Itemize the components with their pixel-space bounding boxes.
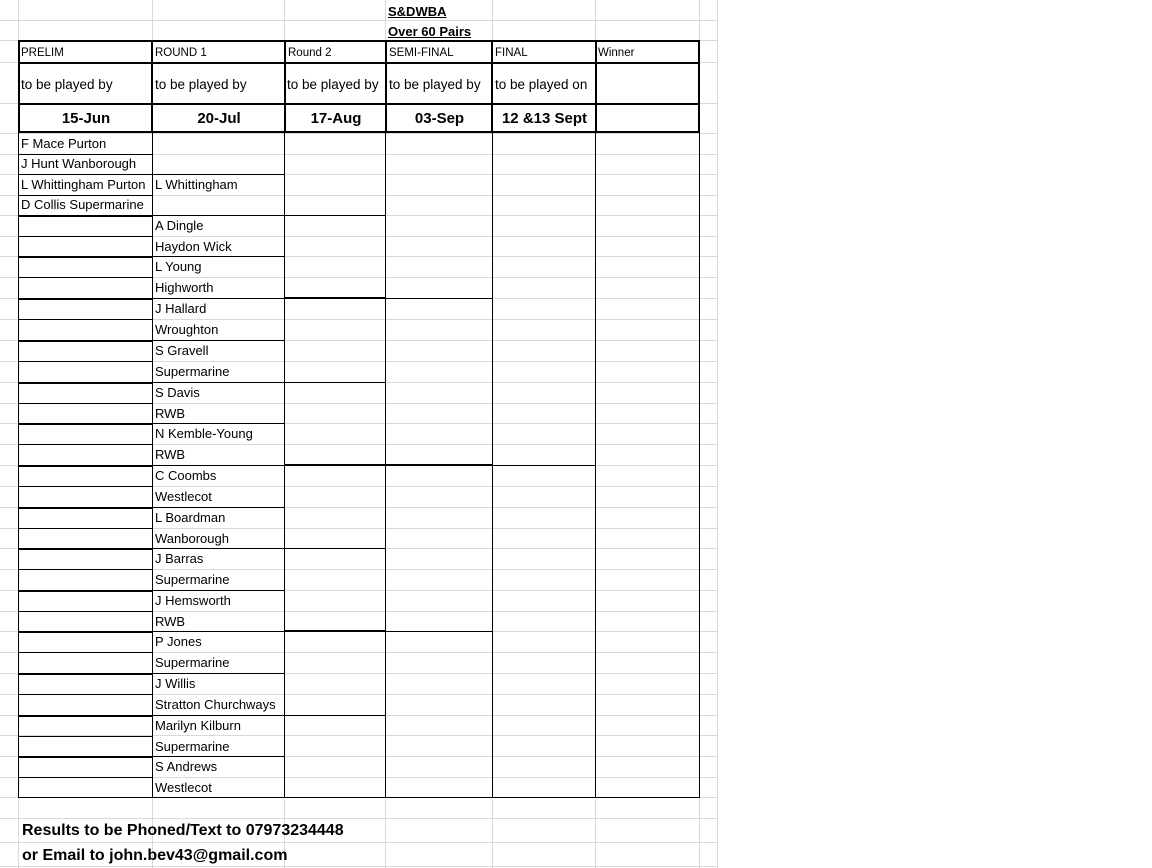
round1-entry-club: RWB [155,447,186,462]
prelim-entry-2: J Hunt Wanborough [21,156,137,171]
date-final: 12 &13 Sept [501,110,588,127]
prelim-entry-4: D Collis Supermarine [21,197,144,212]
played-by-round1: to be played by [155,77,247,92]
round1-entry-name: N Kemble-Young [155,426,253,441]
round1-entry-name: L Young [155,259,202,274]
round1-entry-name: S Davis [155,385,200,400]
prelim-entry-3: L Whittingham Purton [21,177,146,192]
date-round1: 20-Jul [197,110,241,127]
round1-entry-club: Supermarine [155,572,230,587]
date-round2: 17-Aug [310,110,362,127]
round1-entry-name: J Hemsworth [155,593,231,608]
column-header-round1: ROUND 1 [155,47,207,59]
column-header-prelim: PRELIM [21,47,64,59]
round1-entry-club: RWB [155,614,186,629]
competition-title: S&DWBA [388,4,447,19]
round1-entry-name: S Andrews [155,759,218,774]
played-by-round2: to be played by [287,77,379,92]
results-phone-text: Results to be Phoned/Text to 07973234448 [22,822,344,839]
round1-entry-club: RWB [155,406,186,421]
column-header-final: FINAL [495,47,528,59]
round1-entry-club: Highworth [155,280,214,295]
round1-entry-club: Wroughton [155,322,219,337]
round1-entry-name: J Barras [155,551,204,566]
round1-entry-club: Supermarine [155,364,230,379]
round1-entry-name: Marilyn Kilburn [155,718,241,733]
round1-entry-name: L Boardman [155,510,226,525]
date-semi-final: 03-Sep [414,110,465,127]
date-prelim: 15-Jun [61,110,111,127]
round1-entry-club: Wanborough [155,531,229,546]
column-header-semi-final: SEMI-FINAL [389,47,454,59]
played-by-prelim: to be played by [21,77,113,92]
round1-entry-name: S Gravell [155,343,209,358]
round1-entry-name: C Coombs [155,468,217,483]
round1-entry-club: Westlecot [155,780,212,795]
competition-subtitle: Over 60 Pairs [388,24,472,39]
played-on-final: to be played on [495,77,588,92]
results-email-text: or Email to john.bev43@gmail.com [22,847,288,864]
round1-entry-name: J Hallard [155,301,207,316]
round1-entry-club: Westlecot [155,489,212,504]
round1-entry-club: Stratton Churchways [155,697,276,712]
column-header-winner: Winner [598,47,635,59]
round1-entry-club: Supermarine [155,655,230,670]
round1-prelim-winner: L Whittingham [155,177,238,192]
played-by-semi-final: to be played by [389,77,481,92]
prelim-entry-1: F Mace Purton [21,136,107,151]
round1-entry-club: Supermarine [155,739,230,754]
round1-entry-name: J Willis [155,676,196,691]
round1-entry-name: A Dingle [155,218,204,233]
column-header-round2: Round 2 [288,47,332,59]
round1-entry-name: P Jones [155,634,202,649]
round1-entry-club: Haydon Wick [155,239,232,254]
